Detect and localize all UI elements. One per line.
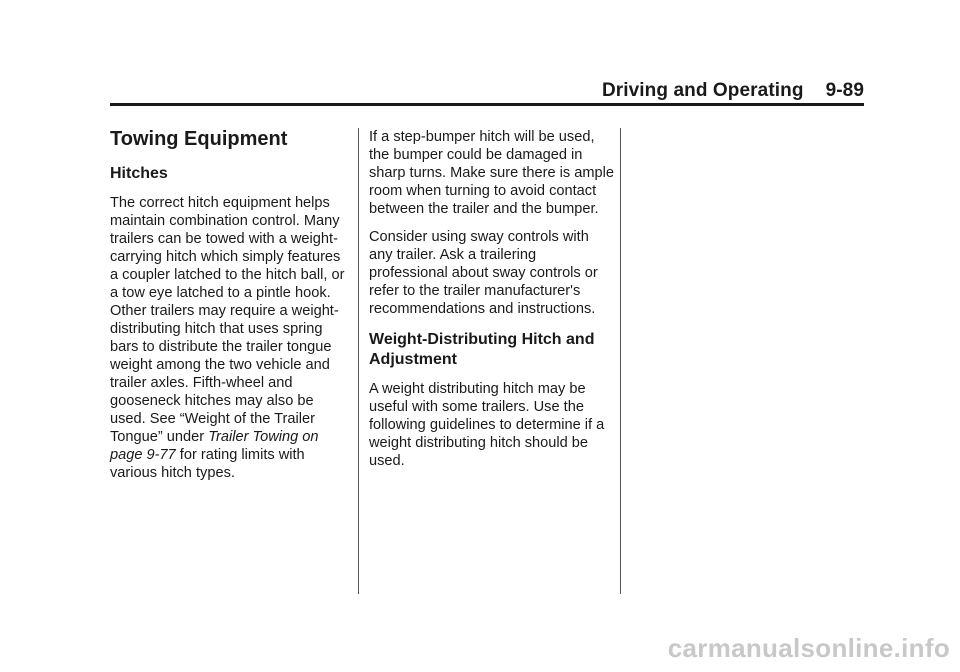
hitches-paragraph xyxy=(110,194,350,482)
weight-distributing-paragraph: A weight distributing hitch may be useful with some trailers. Use the following guidelines to determine if a weight distributing hitch should be used. xyxy=(369,381,605,469)
header-rule xyxy=(110,103,864,106)
column-left xyxy=(110,126,350,492)
column-divider xyxy=(358,128,359,594)
hitches-text-end: for rating limits with various hitch types. xyxy=(110,447,305,481)
subsection-heading-weight-distributing: Weight-Distributing Hitch and Adjustment xyxy=(369,331,595,368)
watermark: carmanualsonline.info xyxy=(667,633,950,663)
subsection-heading-hitches: Hitches xyxy=(110,165,168,182)
section-heading: Towing Equipment xyxy=(110,128,288,150)
cross-reference-link[interactable]: Trailer Towing on page 9‑77 xyxy=(110,429,319,463)
page-number: 9-89 xyxy=(825,80,864,101)
step-bumper-paragraph: If a step-bumper hitch will be used, the bumper could be damaged in sharp turns. Make sure there is ample room when turning to avoid contact between the trailer and the bumper. xyxy=(369,129,614,217)
column-divider-right xyxy=(620,128,621,594)
section-title: Driving and Operating xyxy=(601,80,804,101)
column-middle xyxy=(369,128,615,480)
hitches-text: The correct hitch equipment helps maintain combination control. Many trailers can be towed with a weight-carrying hitch which simply features a coupler latched to the hitch ball, or a tow eye latched to a pintle hook. Other trailers may require a weight-distributing hitch that uses spring bars to distribute the trailer tongue weight among the two vehicle and trailer axles. Fifth-wheel and gooseneck hitches may also be used. See “Weight of the Trailer Tongue” under xyxy=(110,195,345,445)
sway-controls-paragraph: Consider using sway controls with any trailer. Ask a trailering professional about sway controls or refer to the trailer manufacturer's recommendations and instructions. xyxy=(369,229,598,317)
page-header xyxy=(602,80,864,102)
